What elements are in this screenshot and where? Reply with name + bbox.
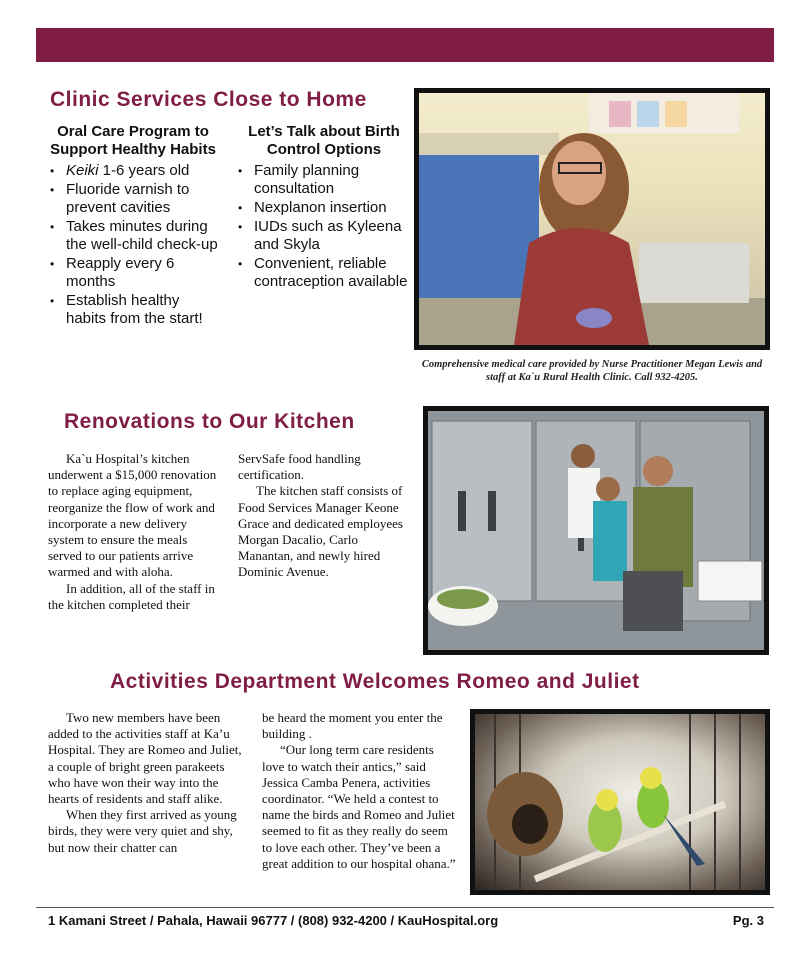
- clinic-scene-illustration: [419, 93, 765, 345]
- birth-control-item: • Convenient, reliable contraception available: [236, 255, 412, 291]
- kitchen-paragraph: Ka`u Hospital’s kitchen underwent a $15,000 renovation to replace aging equipment, reorganize the flow of work and incorporate a new delivery system to ensure the meals served to our patients arrive warmed and with aloha.: [48, 451, 217, 580]
- footer-rule: [36, 907, 774, 908]
- kitchen-paragraph: In addition, all of the staff in the kitchen completed their: [48, 580, 215, 612]
- oral-care-item: • Keiki 1-6 years old: [48, 162, 218, 180]
- activities-heading: Activities Department Welcomes Romeo and Juliet: [110, 670, 640, 693]
- cabinet-shape: [419, 153, 539, 303]
- parakeets-photo: [470, 709, 770, 895]
- oral-care-column: [48, 123, 218, 329]
- birth-control-list: [236, 162, 412, 291]
- oral-care-item: • Takes minutes during the well-child check-up: [48, 218, 218, 254]
- clinic-heading: Clinic Services Close to Home: [50, 88, 367, 111]
- activities-paragraph: Two new members have been added to the activities staff at Ka’u Hospital. They are Romeo and Juliet, a couple of bright green parakeets who have won their way into the hearts of residents and staff alike.: [48, 710, 242, 807]
- kitchen-continuation: ServSafe food handling certification.: [238, 451, 361, 483]
- kitchen-column-2: [238, 451, 408, 581]
- activities-column-2: [262, 710, 458, 872]
- kitchen-heading: Renovations to Our Kitchen: [64, 410, 355, 433]
- oral-care-item: • Fluoride varnish to prevent cavities: [48, 181, 218, 217]
- header-band: [36, 28, 774, 62]
- kitchen-column-1: [48, 451, 220, 613]
- activities-continuation: be heard the moment you enter the building .: [262, 710, 443, 742]
- birth-control-item: • Family planning consultation: [236, 162, 412, 198]
- footer-address: 1 Kamani Street / Pahala, Hawaii 96777 / (808) 932-4200 / KauHospital.org: [48, 913, 499, 928]
- oral-care-list: [48, 162, 218, 328]
- birth-control-item: • Nexplanon insertion: [236, 199, 412, 217]
- oral-care-item: • Reapply every 6 months: [48, 255, 218, 291]
- activities-paragraph: When they first arrived as young birds, they were very quiet and shy, but now their chatter can: [48, 807, 237, 855]
- birth-control-item: • IUDs such as Kyleena and Skyla: [236, 218, 412, 254]
- parakeets-scene-illustration: [475, 714, 765, 890]
- birth-control-title: Let’s Talk about Birth Control Options: [248, 123, 400, 158]
- oral-care-item: • Establish healthy habits from the start!: [48, 292, 218, 328]
- activities-column-1: [48, 710, 244, 856]
- kitchen-photo: [423, 406, 769, 655]
- page-number: Pg. 3: [732, 913, 764, 928]
- clinic-photo: [414, 88, 770, 350]
- activities-paragraph: “Our long term care residents love to watch their antics,” said Jessica Camba Penera, activities coordinator. “We held a contest to name the birds and Romeo and Juliet seemed to fit as they really do seem to love each other. They’ve been a great addition to our hospital ohana.”: [262, 742, 456, 871]
- kitchen-scene-illustration: [428, 411, 764, 650]
- oral-care-title: Oral Care Program to Support Healthy Habits: [50, 123, 216, 158]
- clinic-photo-caption: Comprehensive medical care provided by Nurse Practitioner Megan Lewis and staff at Ka`u Rural Health Clinic. Call 932-4205.: [421, 359, 763, 383]
- birth-control-column: [236, 123, 412, 292]
- kitchen-paragraph: The kitchen staff consists of Food Services Manager Keone Grace and dedicated employees Morgan Dacalio, Carlo Manantan, and newly hired Dominic Avenue.: [238, 483, 403, 580]
